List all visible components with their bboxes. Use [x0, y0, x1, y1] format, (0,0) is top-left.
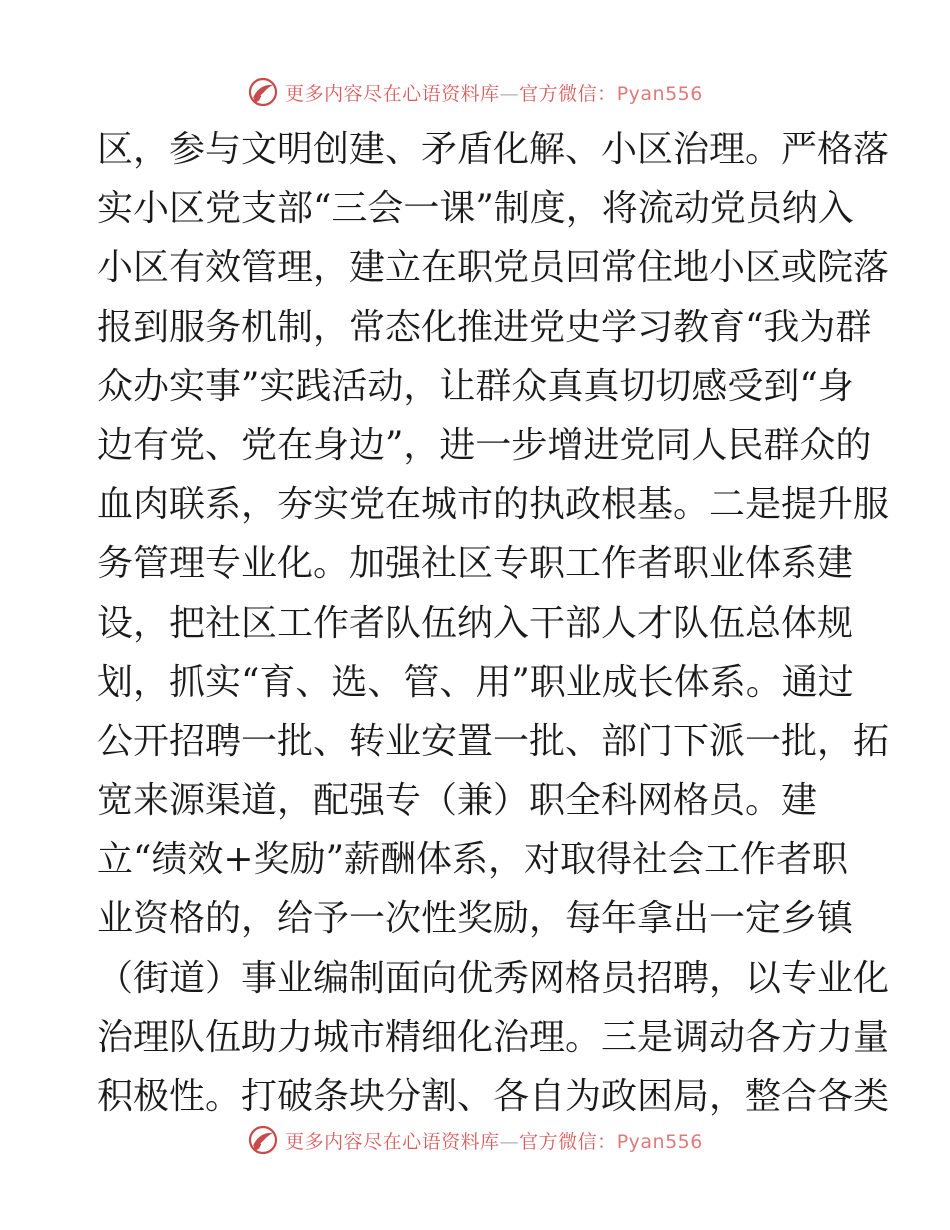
header-label: 官方微信： — [519, 82, 617, 105]
body-line: （街道）事业编制面向优秀网格员招聘，以专业化 — [97, 957, 890, 999]
footer-watermark-inner — [247, 1124, 703, 1156]
body-paragraph — [97, 120, 890, 1126]
footer-dash: — — [499, 1130, 520, 1153]
footer-brand: 更多内容尽在心语资料库 — [285, 1130, 500, 1153]
body-line: 实小区党支部“三会一课”制度，将流动党员纳入 — [97, 188, 854, 230]
body-line: 宽来源渠道，配强专（兼）职全科网格员。建 — [97, 780, 818, 822]
header-brand: 更多内容尽在心语资料库 — [285, 82, 500, 105]
body-line: 众办实事”实践活动，让群众真真切切感受到“身 — [97, 365, 854, 407]
footer-watermark — [0, 1120, 950, 1160]
header-watermark-text — [285, 79, 703, 106]
body-line: 积极性。打破条块分割、各自为政困局，整合各类 — [97, 1076, 890, 1117]
body-line: 划，抓实“育、选、管、用”职业成长体系。通过 — [97, 661, 854, 703]
body-line: 务管理专业化。加强社区专职工作者职业体系建 — [97, 543, 854, 585]
header-wechat-id: Pyan556 — [616, 82, 703, 105]
body-line: 区，参与文明创建、矛盾化解、小区治理。严格落 — [97, 129, 890, 170]
body-line: 公开招聘一批、转业安置一批、部门下派一批，拓 — [97, 720, 890, 762]
body-line: 小区有效管理，建立在职党员回常住地小区或院落 — [97, 247, 890, 289]
body-line: 治理队伍助力城市精细化治理。三是调动各方力量 — [97, 1016, 890, 1058]
header-watermark — [0, 72, 950, 112]
body-line: 报到服务机制，常态化推进党史学习教育“我为群 — [97, 306, 872, 348]
body-line: 边有党、党在身边”，进一步增进党同人民群众的 — [97, 424, 872, 466]
header-watermark-inner — [247, 76, 703, 108]
body-line: 设，把社区工作者队伍纳入干部人才队伍总体规 — [97, 602, 854, 644]
footer-label: 官方微信： — [519, 1130, 617, 1153]
header-dash: — — [499, 82, 520, 105]
footer-watermark-text — [285, 1127, 703, 1154]
body-line: 业资格的，给予一次性奖励，每年拿出一定乡镇 — [97, 898, 854, 940]
brand-logo-icon — [247, 76, 279, 108]
body-line: 血肉联系，夯实党在城市的执政根基。二是提升服 — [97, 484, 890, 526]
brand-logo-icon — [247, 1124, 279, 1156]
body-line: 立“绩效+奖励”薪酬体系，对取得社会工作者职 — [97, 839, 848, 881]
footer-wechat-id: Pyan556 — [616, 1130, 703, 1153]
